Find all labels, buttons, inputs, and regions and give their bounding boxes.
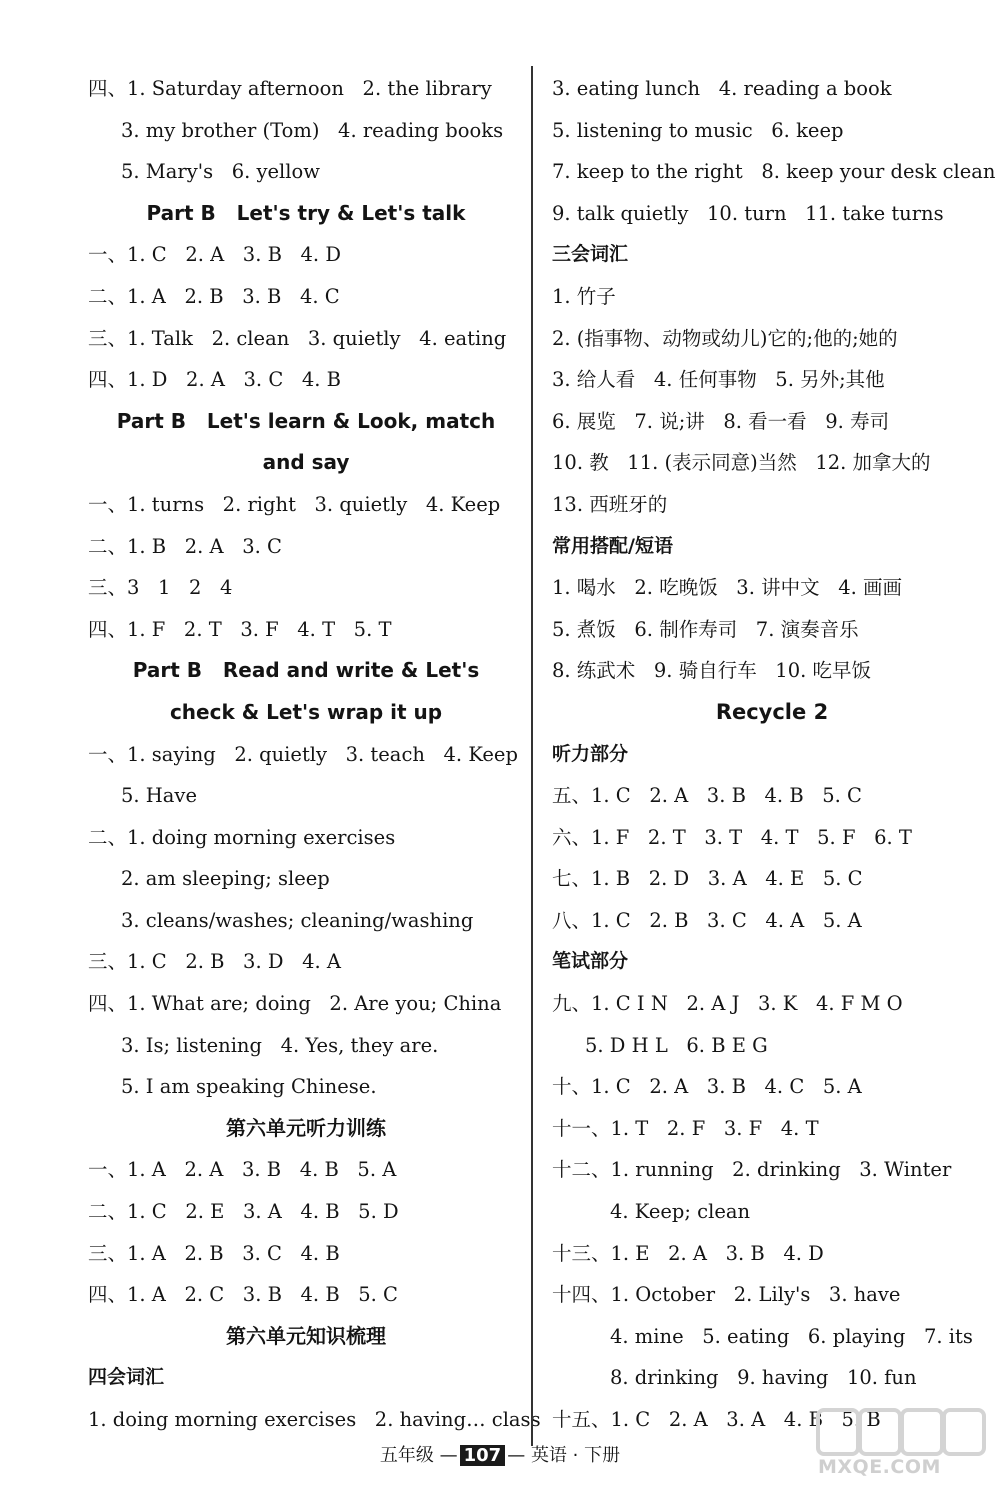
footer-subject: 英语 · 下册 (530, 1445, 621, 1466)
answer-line: 3. my brother (Tom) 4. reading books (121, 118, 504, 142)
column-divider (531, 66, 533, 1446)
answer-line: 二、1. A 2. B 3. B 4. C (88, 284, 340, 308)
section-heading: 笔试部分 (552, 950, 629, 973)
answer-line: 三、1. C 2. B 3. D 4. A (88, 950, 341, 974)
answer-line: 一、1. C 2. A 3. B 4. D (88, 243, 341, 267)
answer-line: 3. cleans/washes; cleaning/washing (121, 908, 474, 932)
section-title: 第六单元知识梳理 (226, 1323, 386, 1348)
watermark-glyph-icon (858, 1408, 902, 1456)
answer-line: 1. 喝水 2. 吃晚饭 3. 讲中文 4. 画画 (552, 576, 903, 600)
answer-line: 十一、1. T 2. F 3. F 4. T (552, 1116, 819, 1140)
answer-line: 5. I am speaking Chinese. (121, 1075, 377, 1099)
answer-line: 二、1. B 2. A 3. C (88, 534, 282, 558)
answer-line: 五、1. C 2. A 3. B 4. B 5. C (552, 784, 862, 808)
footer-dash-left: — (439, 1445, 458, 1466)
watermark-logo (808, 1402, 986, 1488)
answer-line: 2. (指事物、动物或幼儿)它的;他的;她的 (552, 326, 898, 350)
section-title: Part B Read and write & Let's (132, 658, 480, 683)
answer-line: 7. keep to the right 8. keep your desk clean (552, 160, 996, 184)
answer-line: 8. 练武术 9. 骑自行车 10. 吃早饭 (552, 659, 872, 683)
answer-line: 四、1. What are; doing 2. Are you; China (88, 992, 502, 1016)
answer-line: 三、3 1 2 4 (88, 576, 233, 600)
answer-line: 二、1. C 2. E 3. A 4. B 5. D (88, 1200, 399, 1224)
watermark-text: MXQE.COM (818, 1456, 941, 1478)
answer-line: 1. doing morning exercises 2. having… class (88, 1408, 541, 1431)
answer-line: 七、1. B 2. D 3. A 4. E 5. C (552, 867, 863, 891)
answer-line: 10. 教 11. (表示同意)当然 12. 加拿大的 (552, 451, 931, 475)
section-title: Part B Let's try & Let's talk (146, 200, 466, 225)
answer-line: 十五、1. C 2. A 3. A 4. B 5. B (552, 1408, 881, 1431)
answer-line: 9. talk quietly 10. turn 11. take turns (552, 201, 944, 225)
right-column (552, 68, 996, 1441)
answer-line: 六、1. F 2. T 3. T 4. T 5. F 6. T (552, 825, 912, 849)
footer-grade: 五年级 (379, 1445, 434, 1466)
answer-line: 十四、1. October 2. Lily's 3. have (552, 1283, 901, 1307)
answer-line: 4. mine 5. eating 6. playing 7. its (610, 1324, 973, 1348)
watermark-glyph-icon (942, 1408, 986, 1456)
answer-line: 3. 给人看 4. 任何事物 5. 另外;其他 (552, 368, 885, 392)
answer-line: 3. eating lunch 4. reading a book (552, 77, 892, 100)
footer-dash-right: — (507, 1445, 526, 1466)
answer-line: 一、1. saying 2. quietly 3. teach 4. Keep (88, 742, 518, 766)
answer-line: 5. Mary's 6. yellow (121, 160, 320, 184)
left-column (88, 68, 541, 1441)
section-title: check & Let's wrap it up (169, 699, 443, 724)
answer-line: 十、1. C 2. A 3. B 4. C 5. A (552, 1075, 862, 1099)
answer-line: 6. 展览 7. 说;讲 8. 看一看 9. 寿司 (552, 409, 890, 433)
watermark-glyph-icon (900, 1408, 944, 1456)
answer-line: 2. am sleeping; sleep (121, 867, 330, 891)
answer-line: 一、1. A 2. A 3. B 4. B 5. A (88, 1158, 397, 1182)
section-title: and say (262, 450, 350, 475)
answer-line: 八、1. C 2. B 3. C 4. A 5. A (552, 908, 862, 932)
answer-line: 3. Is; listening 4. Yes, they are. (121, 1033, 439, 1057)
answer-line: 13. 西班牙的 (552, 492, 668, 516)
section-heading: 四会词汇 (88, 1366, 165, 1389)
section-title: Recycle 2 (715, 699, 829, 724)
section-title: 第六单元听力训练 (226, 1115, 386, 1140)
answer-line: 5. Have (121, 784, 197, 808)
answer-line: 九、1. C I N 2. A J 3. K 4. F M O (552, 992, 903, 1016)
answer-line: 十三、1. E 2. A 3. B 4. D (552, 1241, 824, 1265)
answer-line: 1. 竹子 (552, 284, 616, 308)
section-title: Part B Let's learn & Look, match (116, 408, 496, 433)
answer-line: 四、1. F 2. T 3. F 4. T 5. T (88, 617, 392, 641)
answer-line: 8. drinking 9. having 10. fun (610, 1366, 917, 1390)
answer-line: 四、1. Saturday afternoon 2. the library (88, 77, 492, 100)
answer-line: 四、1. D 2. A 3. C 4. B (88, 368, 341, 392)
page-number: 107 (460, 1445, 506, 1466)
answer-line: 5. 煮饭 6. 制作寿司 7. 演奏音乐 (552, 617, 859, 641)
answer-line: 四、1. A 2. C 3. B 4. B 5. C (88, 1283, 398, 1307)
section-heading: 常用搭配/短语 (552, 534, 673, 557)
section-heading: 听力部分 (552, 742, 629, 765)
answer-line: 5. D H L 6. B E G (585, 1033, 768, 1057)
answer-line: 三、1. A 2. B 3. C 4. B (88, 1241, 340, 1265)
watermark-glyph-icon (816, 1408, 860, 1456)
section-heading: 三会词汇 (552, 243, 629, 266)
answer-line: 4. Keep; clean (610, 1200, 751, 1224)
answer-line: 一、1. turns 2. right 3. quietly 4. Keep (88, 492, 501, 516)
answer-line: 十二、1. running 2. drinking 3. Winter (552, 1158, 952, 1182)
answer-line: 二、1. doing morning exercises (88, 825, 396, 849)
answer-line: 5. listening to music 6. keep (552, 118, 844, 142)
answer-line: 三、1. Talk 2. clean 3. quietly 4. eating (88, 326, 507, 350)
